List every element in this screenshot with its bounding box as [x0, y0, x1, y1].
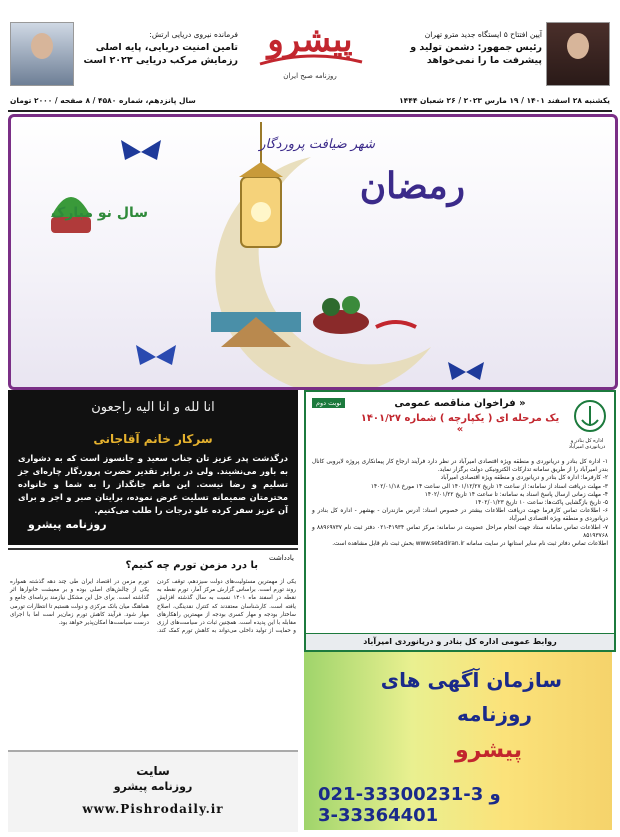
left-headline[interactable]	[78, 28, 238, 67]
issue-number: سال پانزدهم، شماره ۴۵۸۰ / ۸ صفحه / ۲۰۰۰ تومان	[10, 96, 196, 105]
article-body: یکی از مهمترین مسئولیت‌های دولت سیزدهم، توقف کردن روند تورم است. براساس گزارش مرکز آمار، تورم نقطه به نقطه در اسفند ماه ۱۴۰۱ نسبت به سال گذشته افزایش یافته است. کارشناسان معتقدند که کنترل نقدینگی، اصلاح ساختار بودجه و مهار کسری بودجه از مهمترین راهکارهای مقابله با این پدیده است. همچنین ثبات در سیاست‌های ارزی و حمایت از تولید داخلی می‌تواند به کاهش تورم کمک کند. تورم مزمن در اقتصاد ایران طی چند دهه گذشته همواره یکی از چالش‌های اصلی بوده و بر معیشت خانوارها اثر گذاشته است. برای حل این مشکل نیازمند برنامه‌ای جامع و هماهنگ میان بانک مرکزی و دولت هستیم تا انتظارات تورمی مهار شود. فرآیند کاهش تورم زمان‌بر است اما با اجرای درست سیاست‌ها امکان‌پذیر خواهد بود.	[10, 579, 296, 635]
nowruz-greeting: سال نو مبارک	[51, 205, 148, 221]
article-title[interactable]: با درد مزمن تورم چه کنیم؟	[125, 560, 258, 571]
condolence-signature: روزنامه پیشرو	[28, 518, 107, 531]
tender-item: ۵- تاریخ بازگشایی پاکت‌ها: ساعت ۱۰ تاریخ ۱۴۰۲/۰۱/۲۳	[475, 500, 608, 507]
ports-emblem-icon	[572, 398, 608, 438]
ad-line-1: سازمان آگهی های	[380, 668, 562, 692]
left-kicker: فرمانده نیروی دریایی ارتش:	[149, 30, 238, 39]
tender-items	[312, 458, 608, 548]
tender-item: اطلاعات تماس دفاتر ثبت نام سایر استانها در سایت سامانه www.setadiran.ir بخش ثبت نام قابل مشاهده است.	[332, 541, 608, 548]
tender-number: یک مرحله ای ( یکپارچه ) شماره ۱۴۰۱/۲۷ »	[360, 413, 560, 435]
advertising-office-ad[interactable]	[304, 652, 612, 830]
president-photo	[546, 22, 610, 86]
masthead-divider	[8, 110, 612, 112]
article-section-tag: یادداشت	[269, 554, 294, 562]
website-url-link[interactable]: www.Pishrodaily.ir	[82, 802, 224, 816]
right-headline[interactable]	[392, 28, 542, 67]
tender-item: ۳- مهلت دریافت اسناد از سامانه: از ساعت ۱۴ تاریخ ۱۴۰۱/۱۲/۲۷ الی ساعت ۱۴ مورخ ۱۴۰۲/۰۱/۱۸	[370, 483, 608, 490]
tender-notice[interactable]	[304, 390, 616, 652]
issue-date: یکشنبه ۲۸ اسفند ۱۴۰۱ / ۱۹ مارس ۲۰۲۳ / ۲۶ شعبان ۱۴۴۴	[399, 96, 610, 105]
tender-item: ۷- اطلاعات تماس سامانه ستاد جهت انجام مراحل عضویت در سامانه: مرکز تماس ۴۱۹۳۴-۰۲۱ دفتر ثبت نام ۸۸۹۶۹۷۳۷ و ۸۵۱۹۳۷۶۸	[312, 524, 608, 539]
navy-commander-photo	[10, 22, 74, 86]
condolence-verse: انا لله و انا الیه راجعون	[91, 400, 215, 415]
ad-line-3: پیشرو	[455, 738, 522, 763]
right-kicker: آیین افتتاح ۵ ایستگاه جدید مترو تهران	[424, 30, 542, 39]
ramadan-banner	[8, 114, 618, 390]
condolence-recipient: سرکار خانم آقاجانی	[93, 432, 213, 446]
ad-line-2: روزنامه	[457, 702, 532, 726]
website-label: سایت	[136, 764, 170, 778]
notice-round-badge: نوبت دوم	[312, 398, 345, 408]
website-paper-name: روزنامه پیشرو	[113, 780, 193, 793]
right-headline-text: رئیس جمهور: دشمن تولید و پیشرفت ما را نمی‌خواهد	[410, 42, 542, 66]
tender-item: ۴- مهلت زمانی ارسال پاسخ اسناد به سامانه: تا ساعت ۱۴ تاریخ ۱۴۰۲/۰۱/۲۲	[424, 491, 608, 498]
masthead	[0, 0, 620, 105]
banner-title: رمضان	[359, 165, 465, 207]
ad-phone-numbers[interactable]: 021-33300231-3 و 33364401-3	[318, 784, 501, 826]
tender-organization: اداره کل بنادر و دریانوردی امیرآباد	[568, 438, 606, 450]
tender-footer: روابط عمومی اداره کل بنادر و دریانوردی امیرآباد	[306, 633, 614, 650]
opinion-article[interactable]	[8, 548, 298, 748]
website-box[interactable]	[8, 750, 298, 832]
tender-item: ۶- اطلاعات تماس کارفرما جهت دریافت اطلاعات بیشتر در خصوص اسناد: آدرس مازندران - بهشهر - اداره کل بنادر و دریانوردی و منطقه ویژه اقتصادی امیرآباد	[312, 508, 608, 523]
tender-headline: « فراخوان مناقصه عمومی	[394, 398, 526, 409]
banner-subtitle: شهر ضیافت پروردگار	[259, 137, 375, 152]
tender-item: ۱- اداره کل بنادر و دریانوردی و منطقه ویژه اقتصادی امیرآباد در نظر دارد فرآیند ارجاع کار پیمانکاری پروژه لایروبی کانال بندر امیرآباد را از طریق سامانه تدارکات الکترونیکی دولت برگزار نماید.	[312, 459, 608, 474]
tender-item: ۲- کارفرما: اداره کل بنادر و دریانوردی و منطقه ویژه اقتصادی امیرآباد	[440, 475, 608, 482]
condolence-notice[interactable]	[8, 390, 298, 545]
newspaper-logo[interactable]: پیشرو	[267, 20, 353, 60]
banner-illustration	[11, 117, 615, 387]
left-headline-text: تامین امنیت دریایی، پایه اصلی رزمایش مرکب دریایی ۲۰۲۳ است	[83, 42, 238, 66]
logo-tagline: روزنامه صبح ایران	[283, 72, 337, 80]
condolence-text: درگذشت پدر عزیز تان جناب سعید و جانسوز است که به دشواری به باور می‌نشیند. ولی در برابر تقدیر حضرت پروردگار چاره‌ای جز تسلیم و رضا نیست. این ماتم جانگداز را به شما و خانواده محترمتان صمیمانه تسلیت عرض نموده، برایتان صبر و اجر و برای آن عزیز سفر کرده علو درجات را طلب می‌کنیم.	[18, 453, 288, 515]
